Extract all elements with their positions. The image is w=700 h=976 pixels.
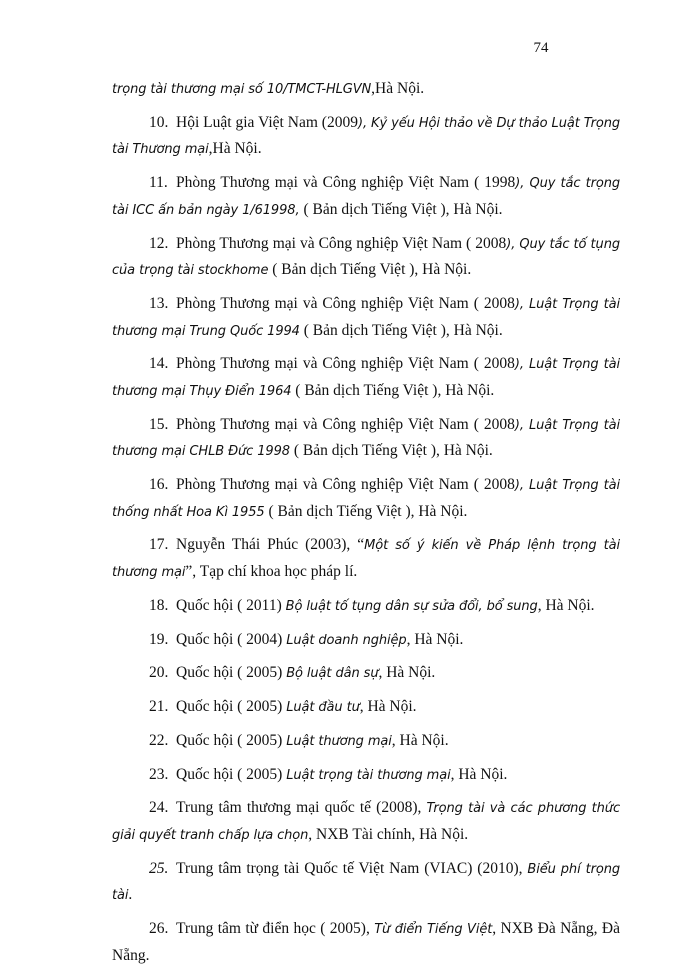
reference-text: , Hà Nội. bbox=[359, 698, 417, 716]
reference-number: 21. bbox=[149, 698, 169, 716]
reference-text: Phòng Thương mại và Công nghiệp Việt Nam ( 2008 bbox=[176, 476, 515, 494]
reference-text: Trung tâm từ điển học ( 2005), bbox=[176, 920, 375, 938]
reference-entry bbox=[112, 412, 620, 465]
reference-number: 24. bbox=[149, 799, 169, 817]
reference-text: Phòng Thương mại và Công nghiệp Việt Nam ( 2008 bbox=[176, 355, 515, 373]
reference-text: Phòng Thương mại và Công nghiệp Việt Nam ( 1998 bbox=[176, 174, 516, 192]
reference-title-text: Luật trọng tài thương mại bbox=[286, 767, 451, 783]
reference-text: Quốc hội ( 2005) bbox=[176, 664, 287, 682]
reference-text: , Hà Nội. bbox=[391, 731, 449, 749]
reference-title-text: Từ điển Tiếng Việt bbox=[374, 922, 493, 938]
reference-entry bbox=[112, 291, 620, 344]
reference-text: Phòng Thương mại và Công nghiệp Việt Nam ( 2008 bbox=[176, 234, 507, 252]
reference-number: 14. bbox=[149, 355, 169, 373]
reference-title-text: ), Quy tắc tố tụng của trọng tài stockhome bbox=[112, 236, 620, 279]
reference-entry bbox=[112, 795, 620, 848]
reference-title-text: Biểu phí trọng tài bbox=[112, 861, 621, 904]
reference-text: Phòng Thương mại và Công nghiệp Việt Nam ( 2008 bbox=[176, 415, 515, 433]
reference-text: Phòng Thương mại và Công nghiệp Việt Nam ( 2008 bbox=[176, 294, 515, 312]
reference-text: Hội Luật gia Việt Nam (2009 bbox=[176, 113, 358, 131]
reference-entry bbox=[112, 76, 620, 103]
reference-entry bbox=[112, 916, 620, 968]
reference-number: 17. bbox=[149, 536, 169, 554]
reference-title-text: Bộ luật tố tụng dân sự sửa đổi, bổ sung bbox=[285, 598, 538, 614]
reference-title-text: Luật doanh nghiệp bbox=[286, 632, 407, 648]
reference-number: 16. bbox=[149, 476, 169, 494]
reference-text: Trung tâm thương mại quốc tế (2008), bbox=[176, 799, 427, 817]
reference-text: , NXB Tài chính, Hà Nội. bbox=[308, 826, 469, 844]
reference-number: 15. bbox=[149, 415, 169, 433]
reference-title-text: ), Luật Trọng tài thống nhất Hoa Kì 1955 bbox=[112, 478, 621, 520]
reference-number: 23. bbox=[149, 765, 169, 783]
reference-title-text: Luật đầu tư bbox=[286, 700, 360, 716]
reference-text: Quốc hội ( 2004) bbox=[176, 630, 287, 648]
reference-entry bbox=[112, 660, 620, 687]
reference-text: , Hà Nội. bbox=[378, 664, 436, 682]
reference-number: 18. bbox=[149, 596, 169, 614]
reference-entry bbox=[112, 110, 620, 163]
reference-text: . bbox=[128, 886, 133, 904]
reference-number: 12. bbox=[149, 234, 169, 252]
reference-entry bbox=[112, 593, 620, 620]
reference-title-text: ), Luật Trọng tài thương mại Thụy Điển 1964 bbox=[112, 357, 621, 399]
reference-text: Nguyễn Thái Phúc (2003), “ bbox=[176, 536, 365, 554]
reference-entry bbox=[112, 532, 620, 585]
reference-title-text: Một số ý kiến về Pháp lệnh trọng tài thương mại bbox=[112, 538, 620, 580]
reference-entry bbox=[112, 231, 620, 284]
reference-text: Trung tâm trọng tài Quốc tế Việt Nam (VIAC) (2010), bbox=[176, 859, 528, 877]
reference-text: , Hà Nội. bbox=[537, 596, 595, 614]
reference-number: 22. bbox=[149, 731, 169, 749]
reference-title-text: Bộ luật dân sự bbox=[286, 666, 379, 682]
reference-title-text: ), Luật Trọng tài thương mại CHLB Đức 1998 bbox=[112, 417, 621, 460]
reference-title-text: trọng tài thương mại số 10/TMCT-HLGVN bbox=[112, 82, 372, 97]
reference-text: , Hà Nội. bbox=[450, 765, 508, 783]
reference-entry bbox=[112, 856, 620, 909]
reference-number: 10. bbox=[149, 113, 169, 131]
reference-text: Quốc hội ( 2005) bbox=[176, 731, 287, 749]
reference-title-text: ), Quy tắc trọng tài ICC ấn bản ngày 1/61998, bbox=[112, 176, 620, 218]
reference-number: 20. bbox=[149, 664, 169, 682]
reference-entry bbox=[112, 627, 620, 654]
reference-entry bbox=[112, 694, 620, 721]
page-number: 74 bbox=[533, 40, 549, 56]
reference-number: 25. bbox=[149, 859, 169, 877]
reference-title-text: ), Luật Trọng tài thương mại Trung Quốc 1994 bbox=[112, 296, 621, 339]
reference-text: Quốc hội ( 2011) bbox=[176, 596, 286, 614]
reference-entry bbox=[112, 170, 620, 223]
reference-number: 13. bbox=[149, 294, 169, 312]
reference-text: Quốc hội ( 2005) bbox=[176, 698, 287, 716]
reference-text: ”, Tạp chí khoa học pháp lí. bbox=[185, 563, 358, 580]
reference-entry bbox=[112, 728, 620, 755]
reference-text: ( Bản dịch Tiếng Việt ), Hà Nội. bbox=[268, 261, 472, 279]
reference-number: 19. bbox=[149, 630, 169, 648]
reference-text: , Hà Nội. bbox=[406, 630, 464, 648]
reference-entry bbox=[112, 351, 620, 404]
reference-text: Quốc hội ( 2005) bbox=[176, 765, 287, 783]
reference-text: ( Bản dịch Tiếng Việt ), Hà Nội. bbox=[303, 200, 503, 218]
reference-text: , NXB Đà Nẵng, Đà Nẵng. bbox=[112, 920, 620, 964]
reference-entry bbox=[112, 472, 620, 525]
reference-text: ( Bản dịch Tiếng Việt ), Hà Nội. bbox=[264, 502, 468, 520]
reference-text: ,Hà Nội. bbox=[208, 140, 262, 158]
reference-entry bbox=[112, 762, 620, 789]
reference-title-text: Trọng tài và các phương thức giải quyết tranh chấp lựa chọn bbox=[112, 801, 620, 844]
reference-number: 26. bbox=[149, 920, 169, 938]
reference-title-text: Luật thương mại bbox=[286, 733, 392, 749]
reference-text: ( Bản dịch Tiếng Việt ), Hà Nội. bbox=[299, 321, 503, 339]
reference-text: ,Hà Nội. bbox=[371, 80, 425, 97]
reference-number: 11. bbox=[149, 174, 168, 192]
reference-text: ( Bản dịch Tiếng Việt ), Hà Nội. bbox=[291, 381, 495, 399]
reference-title-text: ), Kỷ yếu Hội thảo về Dự thảo Luật Trọng tài Thương mại bbox=[112, 115, 620, 158]
reference-text: ( Bản dịch Tiếng Việt ), Hà Nội. bbox=[289, 442, 493, 460]
reference-list bbox=[112, 76, 620, 976]
